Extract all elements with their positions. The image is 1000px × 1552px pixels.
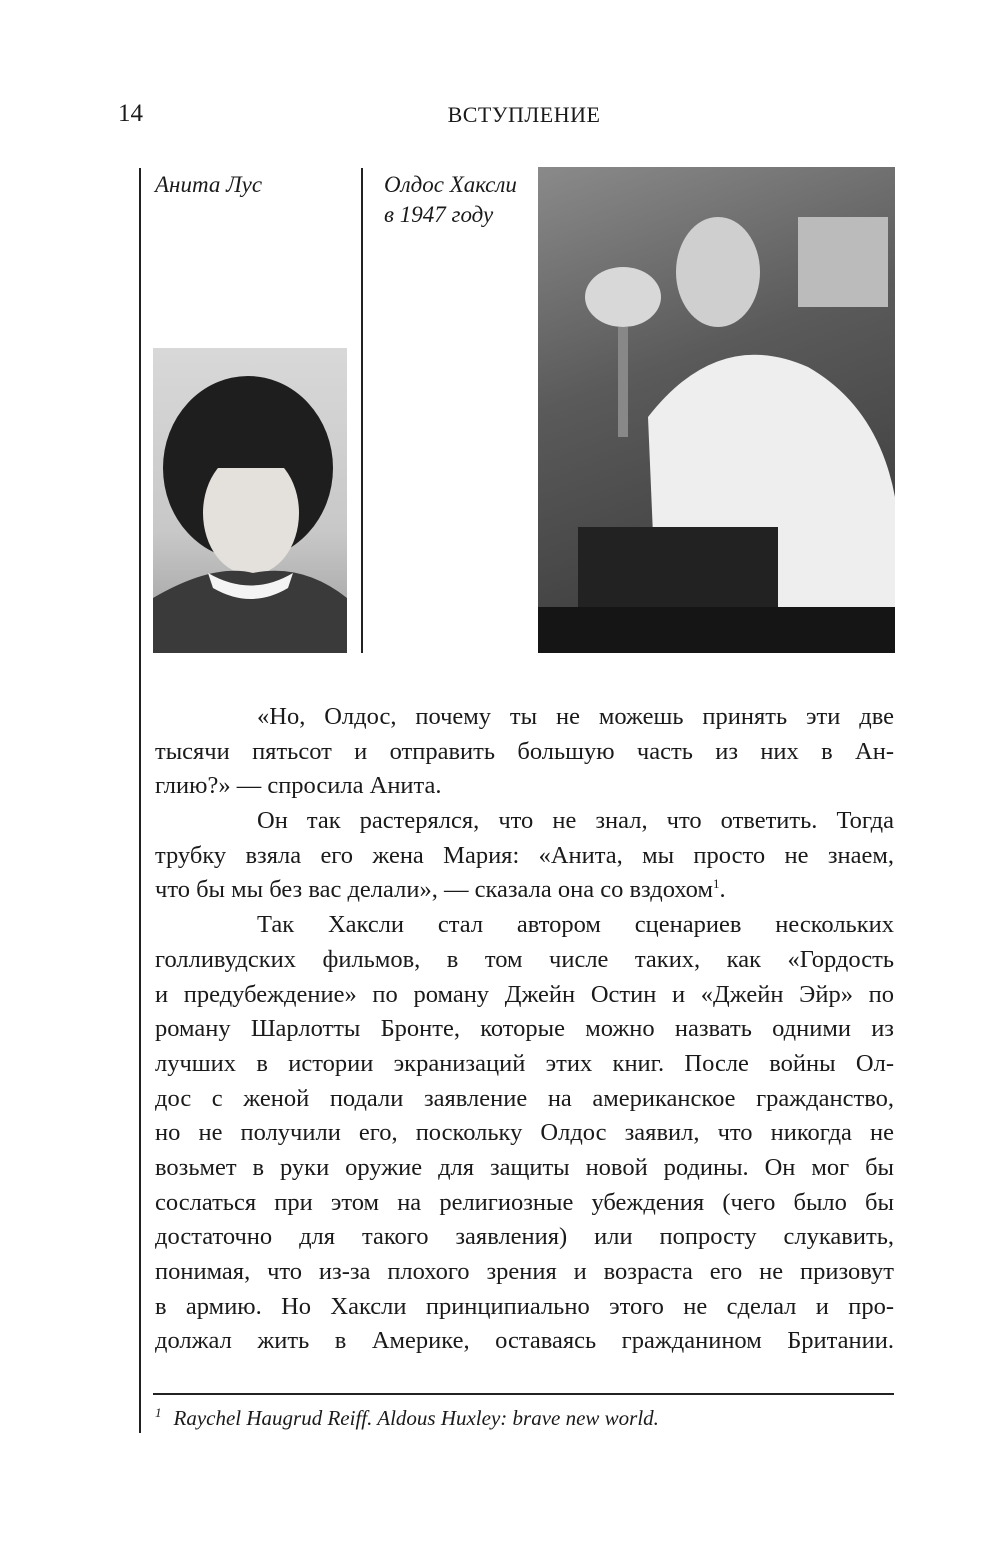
body-text [155,700,894,1359]
page-number: 14 [118,100,143,127]
text-line [155,1220,894,1255]
caption-anita-loos: Анита Лус [155,172,263,197]
running-head: ВСТУПЛЕНИЕ [447,102,601,127]
margin-rule [139,168,141,1433]
line-text: тысячи пятьсот и отправить большую часть из них в Ан- [155,737,894,765]
line-text: в армию. Но Хаксли принципиально этого не сделал и про- [155,1292,894,1320]
text-line [155,873,894,908]
footnote-text: Raychel Haugrud Reiff. Aldous Huxley: brave new world. [173,1406,659,1430]
text-line [155,1151,894,1186]
line-text: лучших в истории экранизаций этих книг. После войны Ол- [155,1049,894,1077]
line-text: возьмет в руки оружие для защиты новой родины. Он мог бы [155,1153,894,1181]
text-line [155,1082,894,1117]
footnote-marker: 1 [155,1405,162,1420]
text-line [155,978,894,1013]
text-line [155,1116,894,1151]
text-line [155,1255,894,1290]
text-line [155,1012,894,1047]
line-text: «Но, Олдос, почему ты не можешь принять эти две [257,703,894,730]
caption-divider [361,168,363,653]
line-text: Так Хаксли стал автором сценариев нескольких [257,911,894,939]
text-line [155,804,894,839]
photo-anita-loos [153,348,347,653]
line-text: понимая, что из-за плохого зрения и возраста его не призовут [155,1258,894,1285]
line-text: дос с женой подали заявление на американское гражданство, [155,1084,894,1112]
text-line [155,908,894,943]
caption-aldous-huxley [384,170,517,230]
line-text: Он так растерялся, что не знал, что ответить. Тогда [257,807,894,835]
text-line [155,1290,894,1325]
line-text: но не получили его, поскольку Олдос заявил, что никогда не [155,1119,894,1147]
line-text: трубку взяла его жена Мария: «Анита, мы просто не знаем, [155,841,894,869]
line-text: сослаться при этом на религиозные убеждения (чего было бы [155,1188,894,1216]
line-text-tail: . [719,876,726,904]
text-line [155,1186,894,1221]
photo-aldous-huxley [538,167,895,653]
text-line [155,735,894,770]
line-text: глию?» — спросила Анита. [155,772,442,800]
text-line [155,943,894,978]
caption-line: в 1947 году [384,202,494,227]
text-line [155,700,894,735]
line-text: должал жить в Америке, оставаясь гражданином Британии. [155,1327,894,1355]
text-line [155,769,894,804]
line-text: голливудских фильмов, в том числе таких, как «Гордость [155,945,894,973]
footnote [155,1406,659,1431]
caption-line: Олдос Хаксли [384,172,517,197]
text-line [155,1047,894,1082]
line-text: и предубеждение» по роману Джейн Остин и «Джейн Эйр» по [155,980,894,1008]
footnote-rule [153,1393,894,1395]
footnote-reference: 1 [712,876,720,892]
line-text: что бы мы без вас делали», — сказала она со вздохом [155,876,713,904]
line-text: роману Шарлотты Бронте, которые можно назвать одними из [155,1015,894,1043]
text-line [155,839,894,874]
line-text: достаточно для такого заявления) или попросту слукавить, [155,1223,894,1251]
text-line [155,1324,894,1359]
